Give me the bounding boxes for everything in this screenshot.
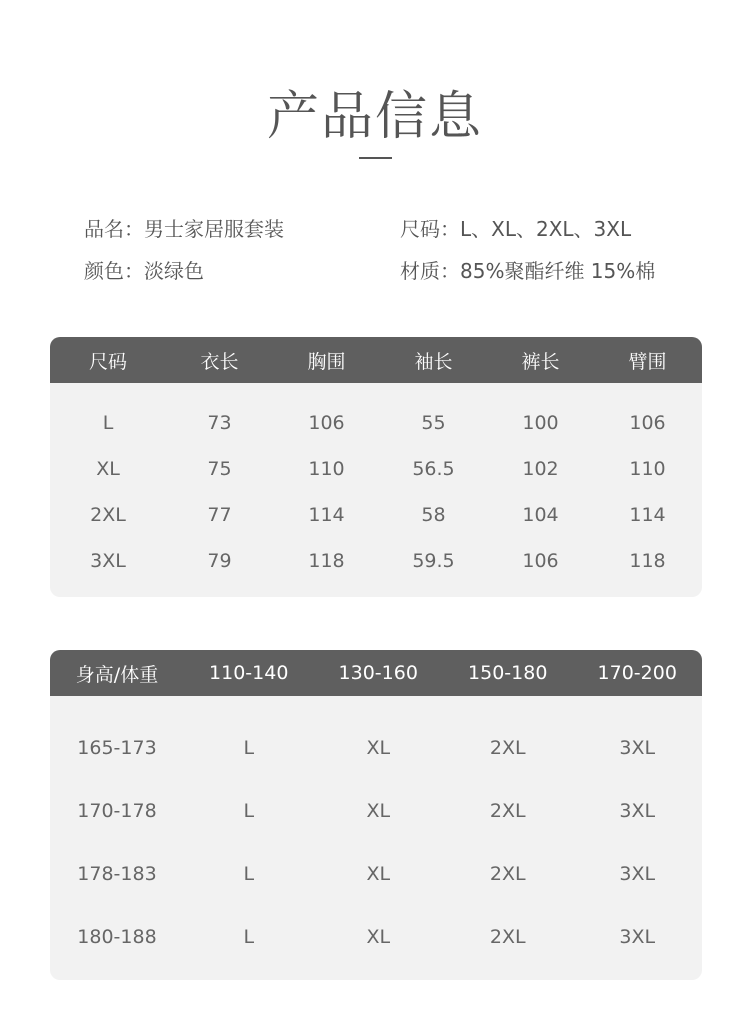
table-row xyxy=(50,905,702,968)
table-cell: 118 xyxy=(308,550,345,572)
header-cell: 臂围 xyxy=(628,350,667,373)
page-title: 产品信息 xyxy=(266,87,483,147)
table-cell: 178-183 xyxy=(77,862,157,885)
header-cell: 袖长 xyxy=(414,350,453,373)
table-cell: 3XL xyxy=(619,799,656,822)
table-row xyxy=(50,779,702,842)
table-cell: XL xyxy=(366,925,391,948)
table-cell: XL xyxy=(366,736,391,759)
header-cell: 尺码 xyxy=(88,350,127,373)
info-product-name: 品名：男士家居服套装 xyxy=(84,217,284,241)
table-cell: L xyxy=(243,862,255,885)
header-cell: 150-180 xyxy=(468,662,548,684)
table-cell: 170-178 xyxy=(77,799,157,822)
table-cell: 118 xyxy=(629,550,666,572)
table-cell: XL xyxy=(96,458,120,480)
table-row xyxy=(50,492,702,538)
size-chart-table xyxy=(50,337,702,597)
table-row xyxy=(50,446,702,492)
table-cell: 3XL xyxy=(90,550,126,572)
header-cell: 裤长 xyxy=(521,350,560,373)
table-cell: 3XL xyxy=(619,925,656,948)
table-cell: 3XL xyxy=(619,736,656,759)
table-cell: 56.5 xyxy=(412,458,455,480)
info-material: 材质：85%聚酯纤维 15%棉 xyxy=(400,259,656,283)
info-sizes: 尺码：L、XL、2XL、3XL xyxy=(400,217,632,241)
table-cell: 2XL xyxy=(489,799,526,822)
table-cell: 165-173 xyxy=(77,736,157,759)
fit-guide-table xyxy=(50,650,702,980)
table-cell: L xyxy=(243,799,255,822)
title-divider xyxy=(359,157,392,159)
table-cell: 2XL xyxy=(489,862,526,885)
header-cell: 身高/体重 xyxy=(75,663,159,686)
table-cell: 180-188 xyxy=(77,925,157,948)
table-cell: XL xyxy=(366,799,391,822)
table-cell: 100 xyxy=(522,412,559,434)
table-cell: 110 xyxy=(308,458,345,480)
table-cell: 110 xyxy=(629,458,666,480)
table-cell: 58 xyxy=(421,504,446,526)
table-cell: 114 xyxy=(629,504,666,526)
table-cell: 106 xyxy=(629,412,666,434)
table-cell: 3XL xyxy=(619,862,656,885)
table-cell: 77 xyxy=(207,504,232,526)
table-cell: 2XL xyxy=(90,504,126,526)
table-row xyxy=(50,716,702,779)
fit-guide-header xyxy=(50,650,702,696)
header-cell: 130-160 xyxy=(338,662,418,684)
table-cell: 2XL xyxy=(489,925,526,948)
table-row xyxy=(50,842,702,905)
size-chart-header xyxy=(50,337,702,383)
table-cell: 2XL xyxy=(489,736,526,759)
header-cell: 110-140 xyxy=(209,662,289,684)
header-cell: 胸围 xyxy=(307,350,346,373)
table-cell: 106 xyxy=(522,550,559,572)
info-color: 颜色：淡绿色 xyxy=(84,259,204,283)
table-cell: L xyxy=(243,925,255,948)
table-cell: 114 xyxy=(308,504,345,526)
table-cell: XL xyxy=(366,862,391,885)
table-cell: 55 xyxy=(421,412,446,434)
table-row xyxy=(50,538,702,584)
table-cell: L xyxy=(102,412,114,434)
table-cell: 104 xyxy=(522,504,559,526)
table-cell: 73 xyxy=(207,412,232,434)
table-cell: 79 xyxy=(207,550,232,572)
header-cell: 衣长 xyxy=(200,350,239,373)
table-cell: 106 xyxy=(308,412,345,434)
table-cell: 102 xyxy=(522,458,559,480)
table-cell: 75 xyxy=(207,458,232,480)
header-cell: 170-200 xyxy=(597,662,677,684)
table-row xyxy=(50,400,702,446)
table-cell: 59.5 xyxy=(412,550,455,572)
table-cell: L xyxy=(243,736,255,759)
